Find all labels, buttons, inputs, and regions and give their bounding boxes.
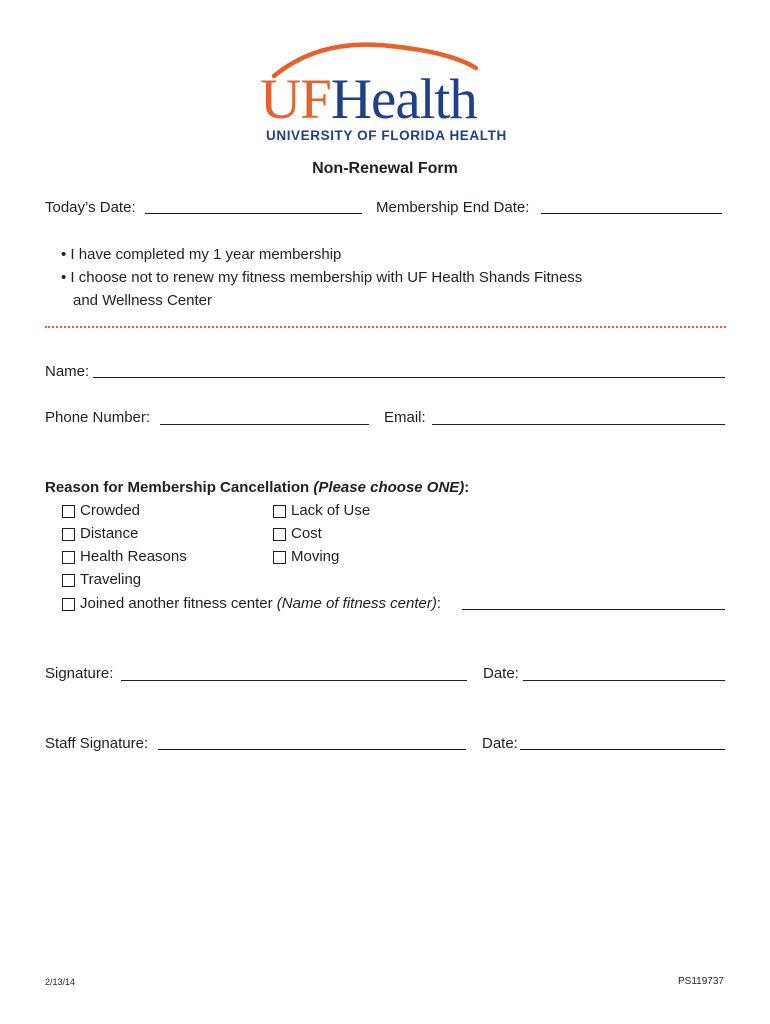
logo-health: Health: [330, 68, 477, 131]
logo: [260, 40, 520, 148]
checkbox-crowded[interactable]: [62, 505, 75, 518]
staff-date-label: Date:: [482, 735, 518, 752]
dotted-divider: [45, 326, 726, 328]
email-field[interactable]: [432, 424, 725, 425]
date-field[interactable]: [523, 680, 725, 681]
phone-field[interactable]: [160, 424, 369, 425]
option-cost: Cost: [291, 525, 322, 542]
checkbox-lack-of-use[interactable]: [273, 505, 286, 518]
end-date-label: Membership End Date:: [376, 199, 530, 216]
checkbox-health-reasons[interactable]: [62, 551, 75, 564]
date-label: Date:: [483, 665, 519, 682]
option-distance: Distance: [80, 525, 139, 542]
option-joined-another: [80, 595, 441, 613]
bullet-2: • I choose not to renew my fitness membership with UF Health Shands Fitness: [61, 269, 583, 286]
option-traveling: Traveling: [80, 571, 142, 588]
reason-colon: :: [464, 479, 470, 496]
name-label: Name:: [45, 363, 90, 380]
todays-date-field[interactable]: [145, 213, 362, 214]
option-lack-of-use: Lack of Use: [291, 502, 371, 519]
email-label: Email:: [384, 409, 426, 426]
reason-hint: (Please choose ONE): [313, 479, 465, 496]
option-health-reasons: Health Reasons: [80, 548, 187, 565]
option-moving: Moving: [291, 548, 340, 565]
form-title: Non-Renewal Form: [312, 160, 458, 177]
footer-date: 2/13/14: [45, 977, 76, 987]
footer-code: PS119737: [678, 976, 724, 987]
checkbox-traveling[interactable]: [62, 574, 75, 587]
bullet-2-continued: and Wellness Center: [73, 292, 212, 309]
logo-uf: UF: [260, 68, 331, 131]
checkbox-joined-another[interactable]: [62, 598, 75, 611]
staff-date-field[interactable]: [520, 749, 725, 750]
signature-field[interactable]: [121, 680, 467, 681]
reason-heading: [45, 479, 469, 497]
bullet-1: • I have completed my 1 year membership: [61, 246, 342, 263]
joined-hint: (Name of fitness center): [276, 595, 437, 612]
checkbox-cost[interactable]: [273, 528, 286, 541]
name-field[interactable]: [93, 377, 725, 378]
checkbox-distance[interactable]: [62, 528, 75, 541]
end-date-field[interactable]: [541, 213, 722, 214]
todays-date-label: Today’s Date:: [45, 199, 136, 216]
joined-colon: :: [436, 595, 442, 612]
staff-signature-label: Staff Signature:: [45, 735, 149, 752]
signature-label: Signature:: [45, 665, 114, 682]
staff-signature-field[interactable]: [158, 749, 466, 750]
phone-label: Phone Number:: [45, 409, 151, 426]
joined-label: Joined another fitness center: [80, 595, 273, 612]
reason-label: Reason for Membership Cancellation: [45, 479, 310, 496]
logo-tagline: UNIVERSITY OF FLORIDA HEALTH: [266, 128, 507, 143]
checkbox-moving[interactable]: [273, 551, 286, 564]
fitness-center-name-field[interactable]: [462, 609, 725, 610]
option-crowded: Crowded: [80, 502, 141, 519]
